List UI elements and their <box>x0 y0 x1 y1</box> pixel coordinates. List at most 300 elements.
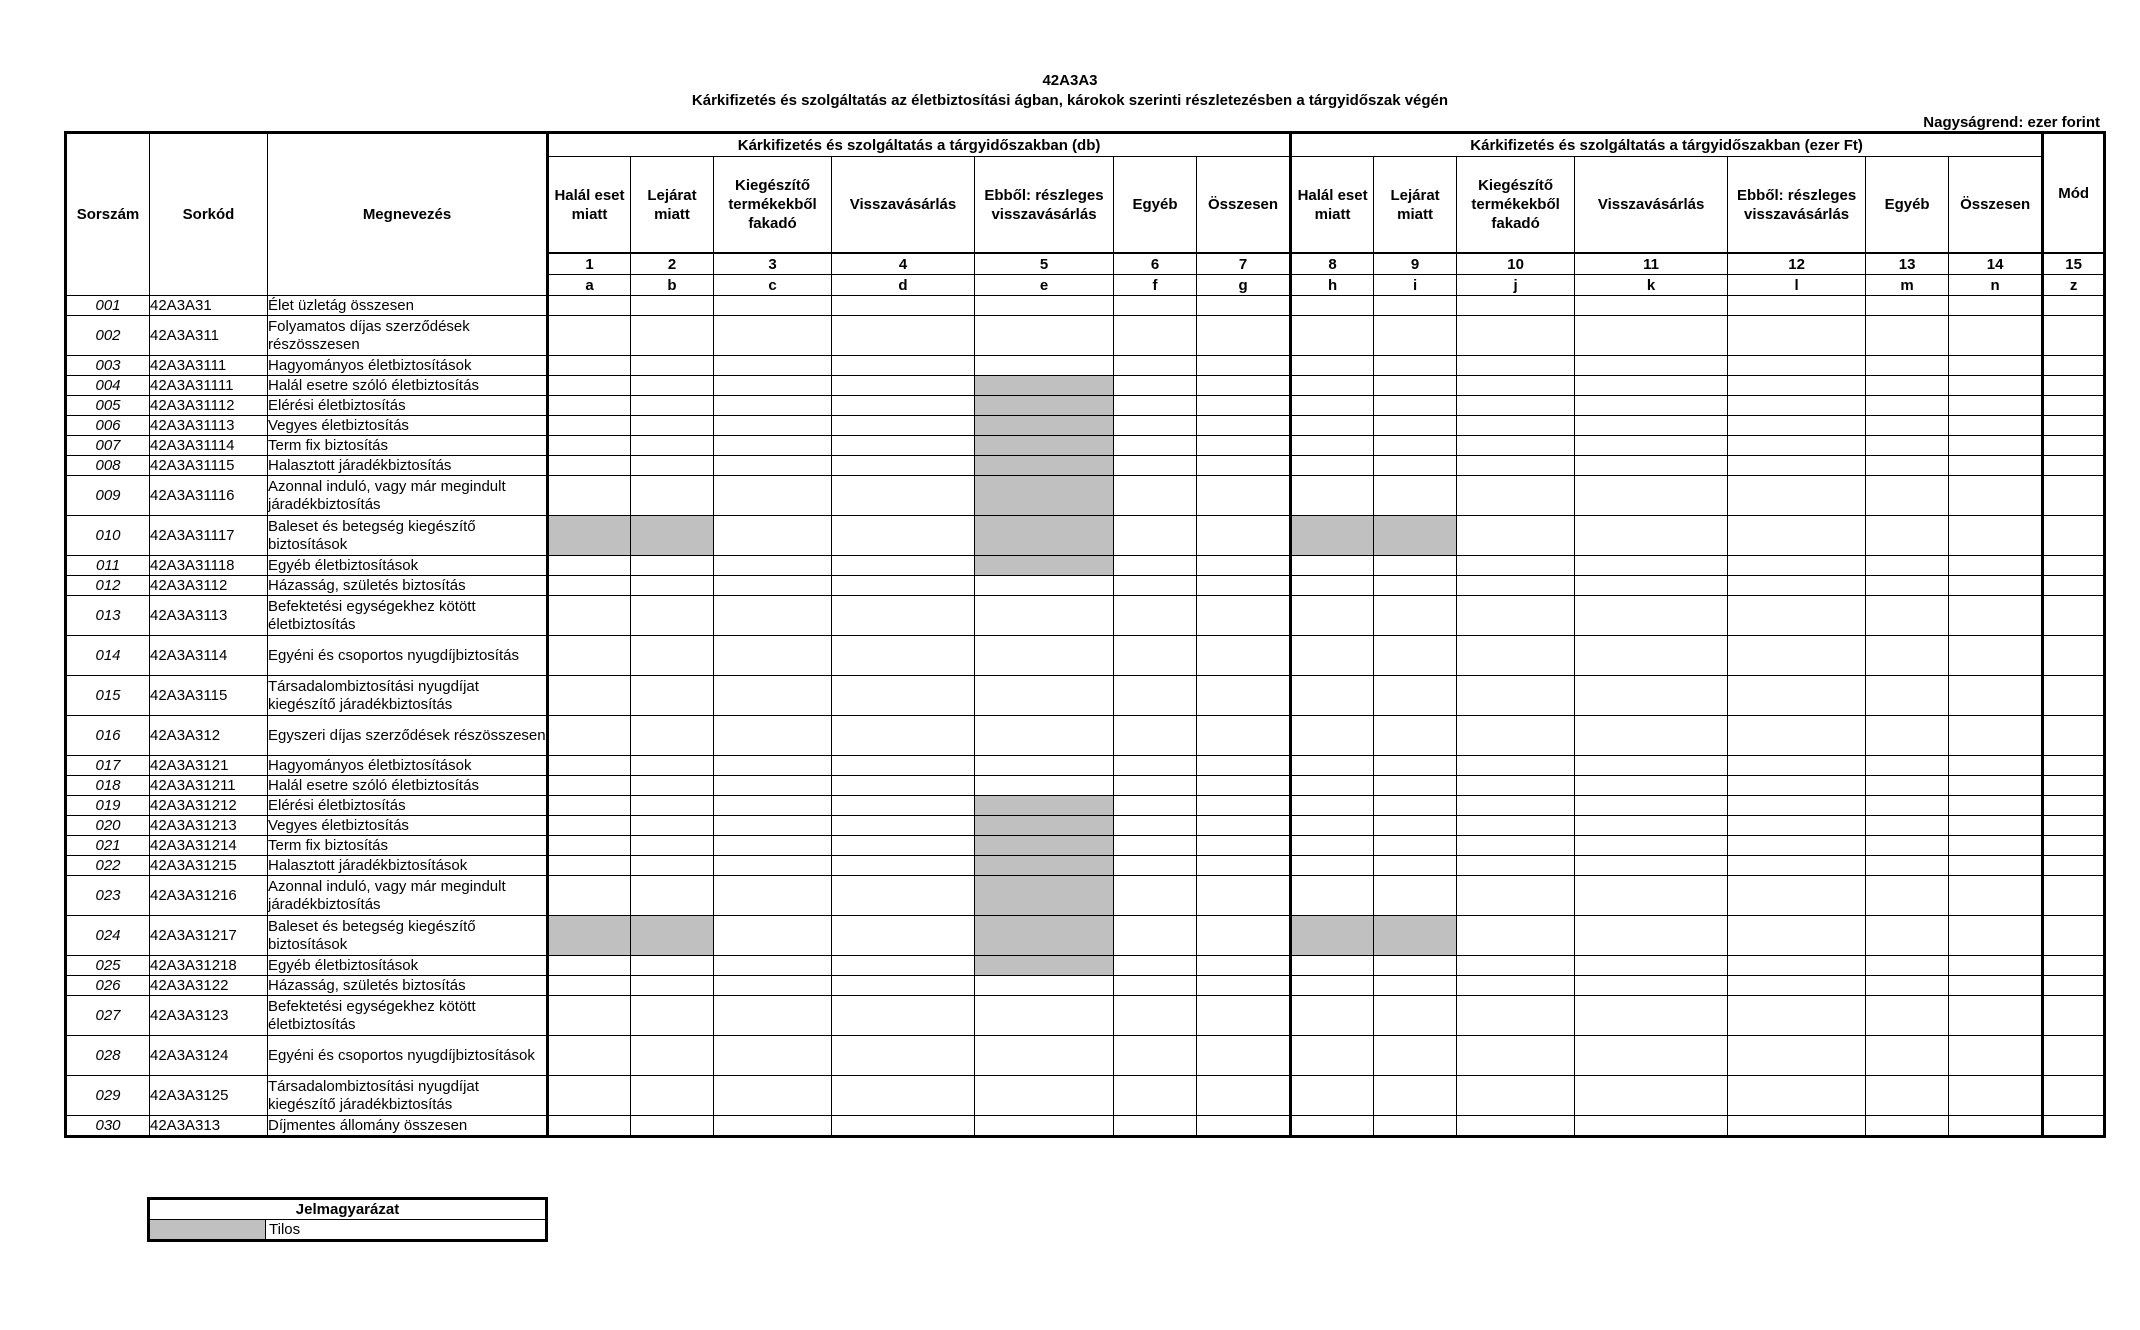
data-cell[interactable] <box>975 716 1114 756</box>
data-cell[interactable] <box>1575 796 1728 816</box>
data-cell[interactable] <box>1457 576 1575 596</box>
data-cell[interactable] <box>1866 636 1949 676</box>
data-cell[interactable] <box>1575 676 1728 716</box>
data-cell[interactable] <box>1866 316 1949 356</box>
data-cell[interactable] <box>548 996 631 1036</box>
data-cell[interactable] <box>1197 376 1291 396</box>
data-cell[interactable] <box>1114 396 1197 416</box>
data-cell[interactable] <box>1728 876 1866 916</box>
data-cell[interactable] <box>1457 956 1575 976</box>
data-cell[interactable] <box>1728 576 1866 596</box>
data-cell[interactable] <box>1291 296 1374 316</box>
data-cell[interactable] <box>1374 316 1457 356</box>
data-cell[interactable] <box>1866 476 1949 516</box>
data-cell[interactable] <box>714 816 832 836</box>
data-cell[interactable] <box>631 376 714 396</box>
data-cell[interactable] <box>714 776 832 796</box>
mod-cell[interactable] <box>2043 676 2105 716</box>
data-cell[interactable] <box>832 956 975 976</box>
data-cell[interactable] <box>1197 636 1291 676</box>
data-cell[interactable] <box>1457 1116 1575 1137</box>
data-cell[interactable] <box>1291 976 1374 996</box>
data-cell[interactable] <box>1114 976 1197 996</box>
data-cell[interactable] <box>1457 636 1575 676</box>
data-cell[interactable] <box>832 596 975 636</box>
data-cell[interactable] <box>631 1116 714 1137</box>
data-cell[interactable] <box>1949 676 2043 716</box>
data-cell[interactable] <box>1197 836 1291 856</box>
data-cell[interactable] <box>1866 436 1949 456</box>
data-cell[interactable] <box>1575 716 1728 756</box>
data-cell[interactable] <box>1197 676 1291 716</box>
data-cell[interactable] <box>1197 796 1291 816</box>
data-cell[interactable] <box>548 476 631 516</box>
data-cell[interactable] <box>631 556 714 576</box>
data-cell[interactable] <box>714 756 832 776</box>
mod-cell[interactable] <box>2043 776 2105 796</box>
data-cell[interactable] <box>1114 876 1197 916</box>
data-cell[interactable] <box>1457 376 1575 396</box>
data-cell[interactable] <box>1291 876 1374 916</box>
data-cell[interactable] <box>1291 756 1374 776</box>
data-cell[interactable] <box>1291 596 1374 636</box>
data-cell[interactable] <box>832 1116 975 1137</box>
data-cell[interactable] <box>1291 436 1374 456</box>
mod-cell[interactable] <box>2043 356 2105 376</box>
data-cell[interactable] <box>1291 996 1374 1036</box>
data-cell[interactable] <box>1728 1116 1866 1137</box>
data-cell[interactable] <box>1575 376 1728 396</box>
data-cell[interactable] <box>832 356 975 376</box>
data-cell[interactable] <box>1291 476 1374 516</box>
data-cell[interactable] <box>1291 396 1374 416</box>
data-cell[interactable] <box>1575 476 1728 516</box>
data-cell[interactable] <box>975 976 1114 996</box>
data-cell[interactable] <box>631 476 714 516</box>
data-cell[interactable] <box>1457 316 1575 356</box>
data-cell[interactable] <box>1949 956 2043 976</box>
data-cell[interactable] <box>1575 776 1728 796</box>
data-cell[interactable] <box>1866 676 1949 716</box>
data-cell[interactable] <box>1114 716 1197 756</box>
data-cell[interactable] <box>548 1036 631 1076</box>
data-cell[interactable] <box>1866 816 1949 836</box>
data-cell[interactable] <box>1728 516 1866 556</box>
data-cell[interactable] <box>1197 516 1291 556</box>
data-cell[interactable] <box>1866 996 1949 1036</box>
data-cell[interactable] <box>1374 956 1457 976</box>
data-cell[interactable] <box>1949 1076 2043 1116</box>
data-cell[interactable] <box>714 1036 832 1076</box>
data-cell[interactable] <box>1374 416 1457 436</box>
data-cell[interactable] <box>1197 596 1291 636</box>
data-cell[interactable] <box>1197 776 1291 796</box>
data-cell[interactable] <box>1457 296 1575 316</box>
mod-cell[interactable] <box>2043 556 2105 576</box>
data-cell[interactable] <box>631 1076 714 1116</box>
data-cell[interactable] <box>1197 316 1291 356</box>
data-cell[interactable] <box>1866 556 1949 576</box>
data-cell[interactable] <box>1949 556 2043 576</box>
data-cell[interactable] <box>1949 716 2043 756</box>
data-cell[interactable] <box>1949 976 2043 996</box>
data-cell[interactable] <box>832 636 975 676</box>
data-cell[interactable] <box>1374 816 1457 836</box>
data-cell[interactable] <box>832 516 975 556</box>
data-cell[interactable] <box>1866 356 1949 376</box>
data-cell[interactable] <box>1949 596 2043 636</box>
data-cell[interactable] <box>1374 876 1457 916</box>
data-cell[interactable] <box>1114 316 1197 356</box>
data-cell[interactable] <box>714 876 832 916</box>
data-cell[interactable] <box>714 836 832 856</box>
mod-cell[interactable] <box>2043 416 2105 436</box>
data-cell[interactable] <box>1114 636 1197 676</box>
data-cell[interactable] <box>1197 876 1291 916</box>
data-cell[interactable] <box>1114 1036 1197 1076</box>
data-cell[interactable] <box>1728 796 1866 816</box>
data-cell[interactable] <box>714 676 832 716</box>
data-cell[interactable] <box>1728 716 1866 756</box>
data-cell[interactable] <box>548 956 631 976</box>
data-cell[interactable] <box>1197 856 1291 876</box>
data-cell[interactable] <box>1457 976 1575 996</box>
data-cell[interactable] <box>1457 836 1575 856</box>
data-cell[interactable] <box>1949 756 2043 776</box>
data-cell[interactable] <box>1291 796 1374 816</box>
data-cell[interactable] <box>1575 356 1728 376</box>
data-cell[interactable] <box>548 596 631 636</box>
data-cell[interactable] <box>1374 716 1457 756</box>
data-cell[interactable] <box>1728 456 1866 476</box>
data-cell[interactable] <box>1114 376 1197 396</box>
data-cell[interactable] <box>832 1036 975 1076</box>
data-cell[interactable] <box>631 416 714 436</box>
data-cell[interactable] <box>1291 856 1374 876</box>
data-cell[interactable] <box>1728 676 1866 716</box>
data-cell[interactable] <box>832 876 975 916</box>
data-cell[interactable] <box>1866 376 1949 396</box>
data-cell[interactable] <box>975 356 1114 376</box>
data-cell[interactable] <box>832 916 975 956</box>
data-cell[interactable] <box>1575 556 1728 576</box>
data-cell[interactable] <box>548 976 631 996</box>
data-cell[interactable] <box>1374 556 1457 576</box>
data-cell[interactable] <box>1457 396 1575 416</box>
data-cell[interactable] <box>714 636 832 676</box>
data-cell[interactable] <box>1114 356 1197 376</box>
data-cell[interactable] <box>548 376 631 396</box>
data-cell[interactable] <box>1291 556 1374 576</box>
data-cell[interactable] <box>1575 1036 1728 1076</box>
data-cell[interactable] <box>1457 756 1575 776</box>
data-cell[interactable] <box>1575 816 1728 836</box>
data-cell[interactable] <box>714 1076 832 1116</box>
data-cell[interactable] <box>1291 1076 1374 1116</box>
data-cell[interactable] <box>832 316 975 356</box>
mod-cell[interactable] <box>2043 376 2105 396</box>
mod-cell[interactable] <box>2043 816 2105 836</box>
data-cell[interactable] <box>631 316 714 356</box>
data-cell[interactable] <box>1374 436 1457 456</box>
data-cell[interactable] <box>1197 996 1291 1036</box>
data-cell[interactable] <box>1575 876 1728 916</box>
data-cell[interactable] <box>975 316 1114 356</box>
data-cell[interactable] <box>1374 676 1457 716</box>
data-cell[interactable] <box>975 996 1114 1036</box>
data-cell[interactable] <box>1197 716 1291 756</box>
data-cell[interactable] <box>1575 416 1728 436</box>
data-cell[interactable] <box>1949 816 2043 836</box>
data-cell[interactable] <box>1575 1116 1728 1137</box>
data-cell[interactable] <box>1575 1076 1728 1116</box>
data-cell[interactable] <box>631 1036 714 1076</box>
mod-cell[interactable] <box>2043 856 2105 876</box>
data-cell[interactable] <box>1728 1076 1866 1116</box>
data-cell[interactable] <box>1291 456 1374 476</box>
data-cell[interactable] <box>631 716 714 756</box>
data-cell[interactable] <box>1374 636 1457 676</box>
data-cell[interactable] <box>1866 1076 1949 1116</box>
data-cell[interactable] <box>1949 776 2043 796</box>
data-cell[interactable] <box>631 976 714 996</box>
data-cell[interactable] <box>1197 1076 1291 1116</box>
data-cell[interactable] <box>1197 356 1291 376</box>
data-cell[interactable] <box>1457 416 1575 436</box>
data-cell[interactable] <box>1374 296 1457 316</box>
data-cell[interactable] <box>1728 1036 1866 1076</box>
data-cell[interactable] <box>1575 316 1728 356</box>
data-cell[interactable] <box>1866 916 1949 956</box>
data-cell[interactable] <box>832 996 975 1036</box>
data-cell[interactable] <box>548 716 631 756</box>
data-cell[interactable] <box>1949 1116 2043 1137</box>
data-cell[interactable] <box>1949 856 2043 876</box>
data-cell[interactable] <box>631 956 714 976</box>
data-cell[interactable] <box>1291 376 1374 396</box>
data-cell[interactable] <box>631 396 714 416</box>
data-cell[interactable] <box>1949 296 2043 316</box>
data-cell[interactable] <box>1457 476 1575 516</box>
data-cell[interactable] <box>1374 476 1457 516</box>
data-cell[interactable] <box>832 976 975 996</box>
data-cell[interactable] <box>714 476 832 516</box>
data-cell[interactable] <box>832 296 975 316</box>
data-cell[interactable] <box>1866 956 1949 976</box>
data-cell[interactable] <box>1197 816 1291 836</box>
data-cell[interactable] <box>975 1036 1114 1076</box>
data-cell[interactable] <box>1949 996 2043 1036</box>
data-cell[interactable] <box>1457 716 1575 756</box>
data-cell[interactable] <box>1374 836 1457 856</box>
mod-cell[interactable] <box>2043 716 2105 756</box>
data-cell[interactable] <box>1291 316 1374 356</box>
data-cell[interactable] <box>548 796 631 816</box>
data-cell[interactable] <box>1197 1116 1291 1137</box>
mod-cell[interactable] <box>2043 516 2105 556</box>
data-cell[interactable] <box>714 996 832 1036</box>
data-cell[interactable] <box>1457 676 1575 716</box>
data-cell[interactable] <box>1114 756 1197 776</box>
data-cell[interactable] <box>1949 376 2043 396</box>
data-cell[interactable] <box>1728 416 1866 436</box>
data-cell[interactable] <box>975 636 1114 676</box>
data-cell[interactable] <box>832 816 975 836</box>
data-cell[interactable] <box>1114 576 1197 596</box>
mod-cell[interactable] <box>2043 1076 2105 1116</box>
data-cell[interactable] <box>1374 596 1457 636</box>
data-cell[interactable] <box>1457 876 1575 916</box>
data-cell[interactable] <box>1866 416 1949 436</box>
data-cell[interactable] <box>1949 396 2043 416</box>
data-cell[interactable] <box>1197 476 1291 516</box>
data-cell[interactable] <box>631 436 714 456</box>
data-cell[interactable] <box>631 596 714 636</box>
data-cell[interactable] <box>1949 356 2043 376</box>
data-cell[interactable] <box>1114 436 1197 456</box>
data-cell[interactable] <box>1457 516 1575 556</box>
data-cell[interactable] <box>1114 956 1197 976</box>
mod-cell[interactable] <box>2043 476 2105 516</box>
data-cell[interactable] <box>1374 996 1457 1036</box>
data-cell[interactable] <box>1291 676 1374 716</box>
data-cell[interactable] <box>1457 776 1575 796</box>
mod-cell[interactable] <box>2043 976 2105 996</box>
data-cell[interactable] <box>1114 676 1197 716</box>
data-cell[interactable] <box>1866 876 1949 916</box>
data-cell[interactable] <box>1374 776 1457 796</box>
data-cell[interactable] <box>832 436 975 456</box>
data-cell[interactable] <box>975 756 1114 776</box>
data-cell[interactable] <box>832 776 975 796</box>
data-cell[interactable] <box>1457 1076 1575 1116</box>
data-cell[interactable] <box>832 476 975 516</box>
data-cell[interactable] <box>714 976 832 996</box>
data-cell[interactable] <box>1197 956 1291 976</box>
data-cell[interactable] <box>548 876 631 916</box>
data-cell[interactable] <box>631 296 714 316</box>
data-cell[interactable] <box>548 836 631 856</box>
data-cell[interactable] <box>1728 916 1866 956</box>
data-cell[interactable] <box>1728 316 1866 356</box>
mod-cell[interactable] <box>2043 1036 2105 1076</box>
mod-cell[interactable] <box>2043 296 2105 316</box>
data-cell[interactable] <box>1197 556 1291 576</box>
data-cell[interactable] <box>1197 756 1291 776</box>
mod-cell[interactable] <box>2043 636 2105 676</box>
mod-cell[interactable] <box>2043 456 2105 476</box>
data-cell[interactable] <box>1949 516 2043 556</box>
data-cell[interactable] <box>1575 756 1728 776</box>
data-cell[interactable] <box>1949 476 2043 516</box>
data-cell[interactable] <box>832 576 975 596</box>
data-cell[interactable] <box>1114 1076 1197 1116</box>
data-cell[interactable] <box>548 316 631 356</box>
mod-cell[interactable] <box>2043 956 2105 976</box>
data-cell[interactable] <box>631 796 714 816</box>
data-cell[interactable] <box>1866 856 1949 876</box>
mod-cell[interactable] <box>2043 756 2105 776</box>
data-cell[interactable] <box>1291 776 1374 796</box>
data-cell[interactable] <box>1866 456 1949 476</box>
data-cell[interactable] <box>714 916 832 956</box>
data-cell[interactable] <box>832 676 975 716</box>
data-cell[interactable] <box>1374 396 1457 416</box>
data-cell[interactable] <box>1949 316 2043 356</box>
data-cell[interactable] <box>1949 796 2043 816</box>
data-cell[interactable] <box>1575 636 1728 676</box>
data-cell[interactable] <box>1728 596 1866 636</box>
data-cell[interactable] <box>1197 436 1291 456</box>
data-cell[interactable] <box>1728 396 1866 416</box>
data-cell[interactable] <box>1866 976 1949 996</box>
data-cell[interactable] <box>1728 296 1866 316</box>
data-cell[interactable] <box>1374 1116 1457 1137</box>
data-cell[interactable] <box>1374 576 1457 596</box>
data-cell[interactable] <box>1291 1036 1374 1076</box>
data-cell[interactable] <box>1291 356 1374 376</box>
data-cell[interactable] <box>975 596 1114 636</box>
data-cell[interactable] <box>975 576 1114 596</box>
data-cell[interactable] <box>1114 516 1197 556</box>
data-cell[interactable] <box>1291 576 1374 596</box>
data-cell[interactable] <box>714 1116 832 1137</box>
data-cell[interactable] <box>1457 436 1575 456</box>
data-cell[interactable] <box>548 296 631 316</box>
data-cell[interactable] <box>1866 756 1949 776</box>
data-cell[interactable] <box>714 316 832 356</box>
data-cell[interactable] <box>832 836 975 856</box>
data-cell[interactable] <box>1949 1036 2043 1076</box>
data-cell[interactable] <box>832 416 975 436</box>
data-cell[interactable] <box>1949 436 2043 456</box>
data-cell[interactable] <box>1114 296 1197 316</box>
data-cell[interactable] <box>1728 436 1866 456</box>
data-cell[interactable] <box>631 836 714 856</box>
data-cell[interactable] <box>1457 356 1575 376</box>
data-cell[interactable] <box>714 356 832 376</box>
data-cell[interactable] <box>548 636 631 676</box>
data-cell[interactable] <box>1866 296 1949 316</box>
data-cell[interactable] <box>1197 456 1291 476</box>
data-cell[interactable] <box>1575 296 1728 316</box>
data-cell[interactable] <box>714 416 832 436</box>
data-cell[interactable] <box>548 456 631 476</box>
data-cell[interactable] <box>548 1116 631 1137</box>
mod-cell[interactable] <box>2043 876 2105 916</box>
data-cell[interactable] <box>631 996 714 1036</box>
data-cell[interactable] <box>714 716 832 756</box>
mod-cell[interactable] <box>2043 836 2105 856</box>
data-cell[interactable] <box>1575 996 1728 1036</box>
data-cell[interactable] <box>548 856 631 876</box>
data-cell[interactable] <box>1575 836 1728 856</box>
data-cell[interactable] <box>714 576 832 596</box>
data-cell[interactable] <box>1197 976 1291 996</box>
data-cell[interactable] <box>1728 356 1866 376</box>
mod-cell[interactable] <box>2043 436 2105 456</box>
data-cell[interactable] <box>832 796 975 816</box>
data-cell[interactable] <box>832 756 975 776</box>
data-cell[interactable] <box>714 456 832 476</box>
data-cell[interactable] <box>631 856 714 876</box>
data-cell[interactable] <box>548 416 631 436</box>
data-cell[interactable] <box>1291 836 1374 856</box>
mod-cell[interactable] <box>2043 916 2105 956</box>
data-cell[interactable] <box>1866 596 1949 636</box>
data-cell[interactable] <box>631 576 714 596</box>
data-cell[interactable] <box>1728 376 1866 396</box>
